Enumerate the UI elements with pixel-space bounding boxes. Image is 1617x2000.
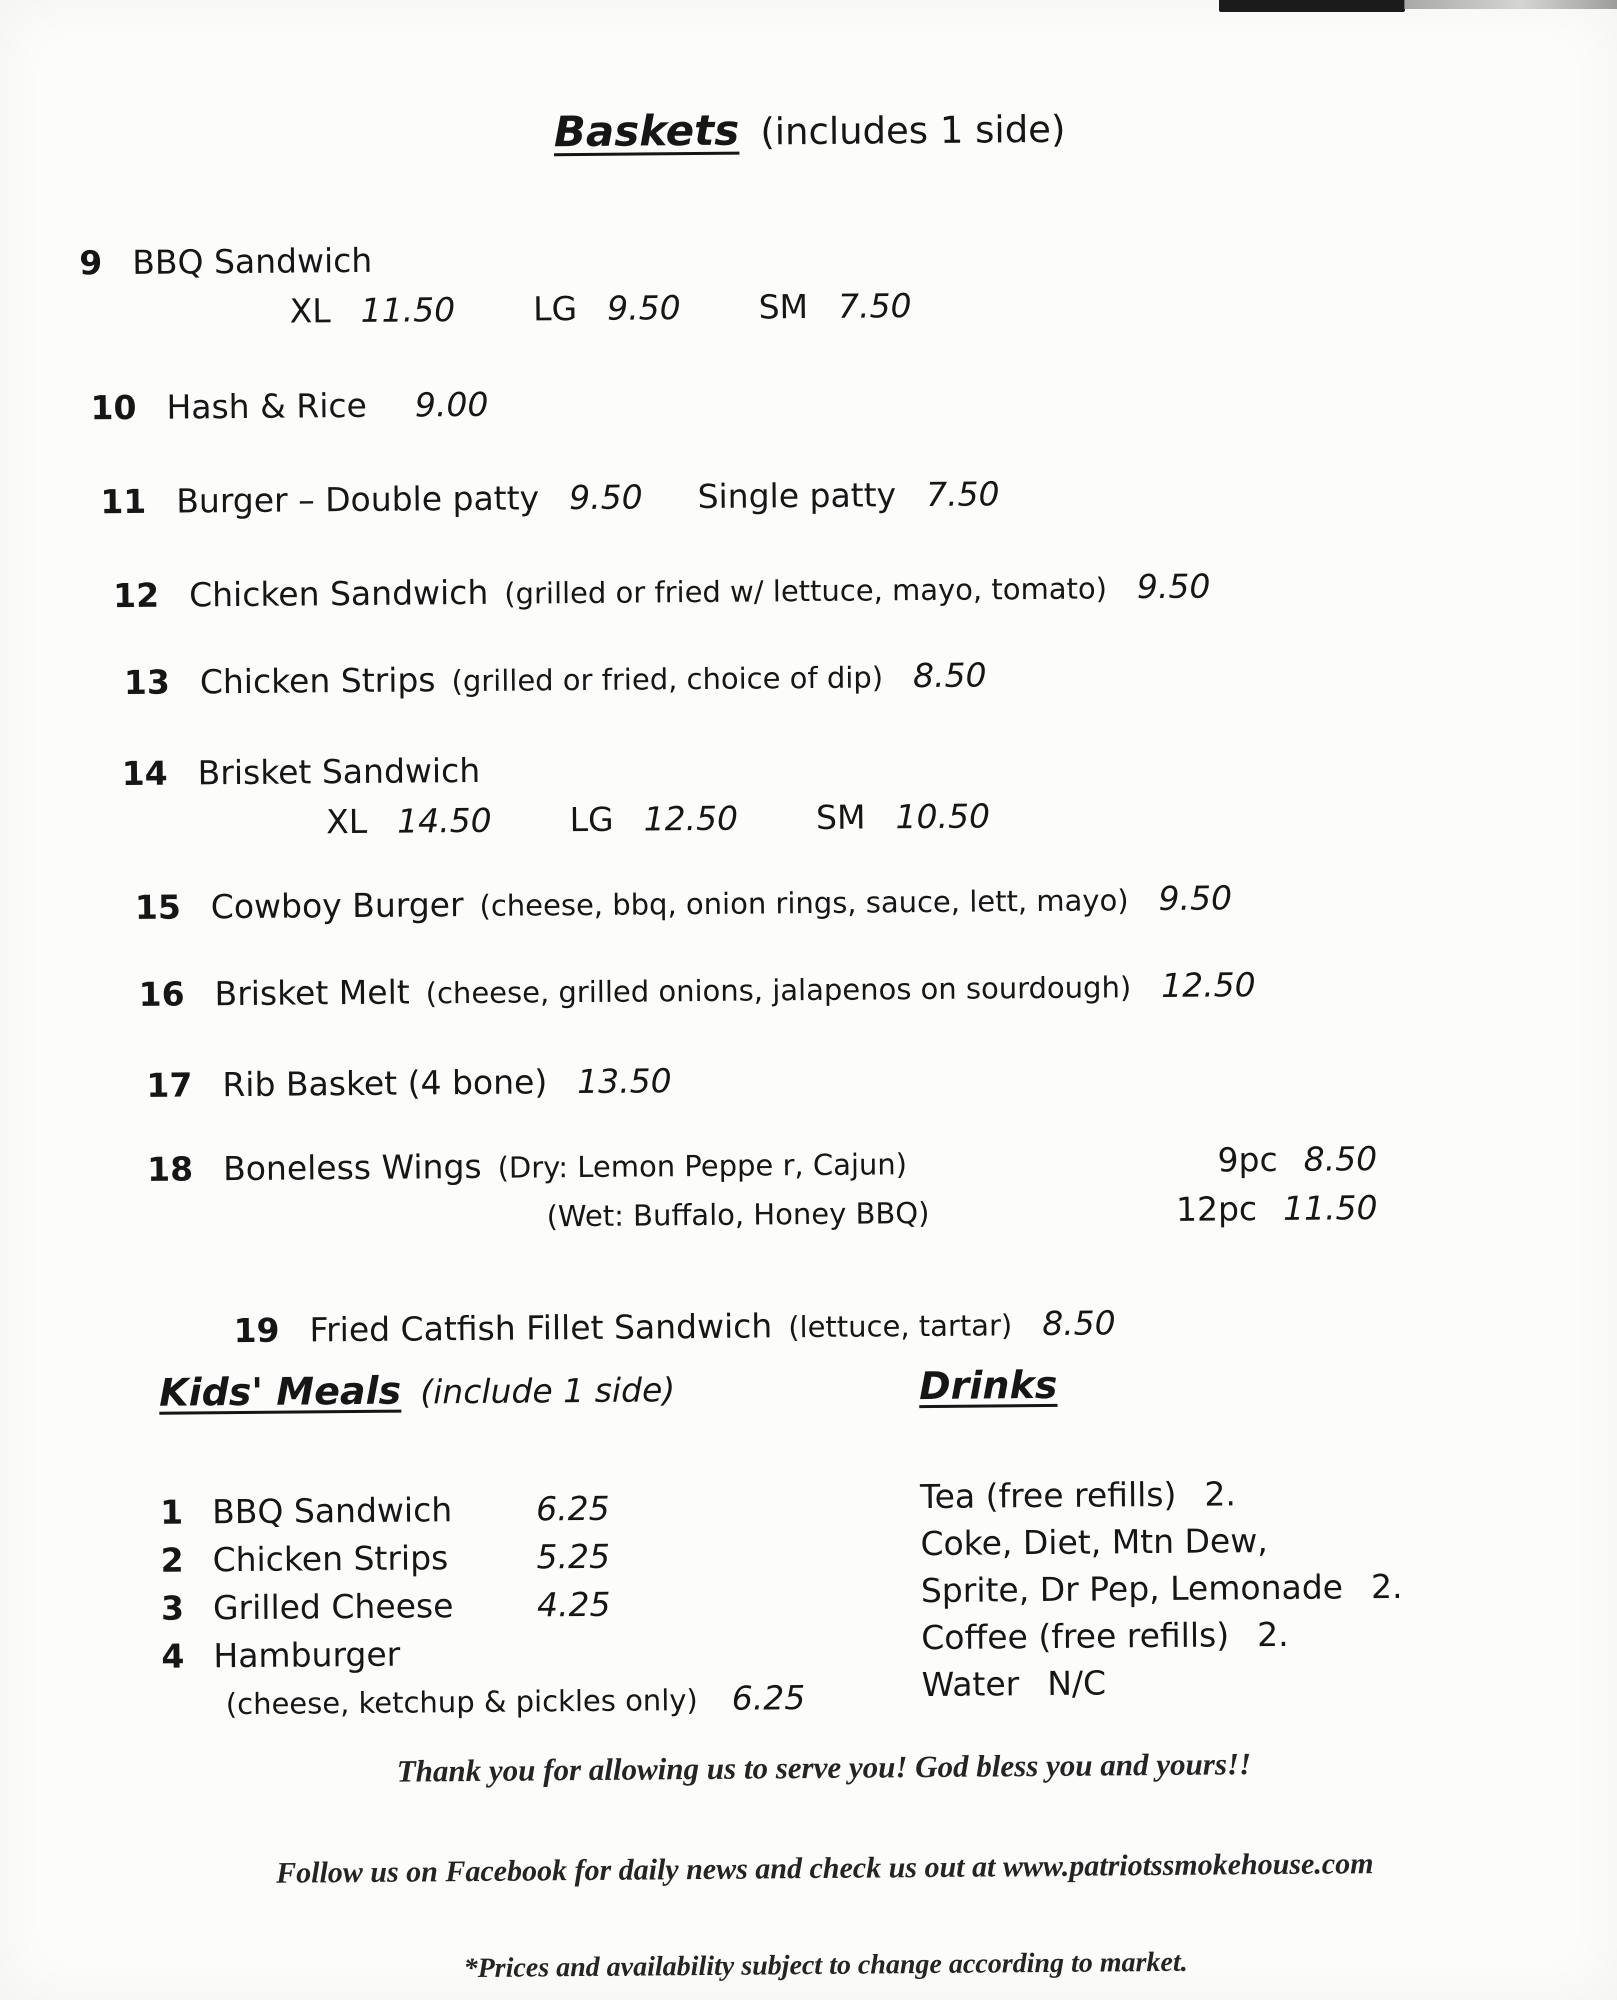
size-price: 11.50 [360, 290, 456, 330]
drink-line [921, 1561, 1591, 1614]
item-description: (grilled or fried w/ lettuce, mayo, tomato) [504, 571, 1108, 611]
thank-you-message: Thank you for allowing us to serve you! God bless you and yours!! [396, 1746, 1252, 1789]
item-name: Fried Catfish Fillet Sandwich [309, 1306, 773, 1350]
baskets-heading-note: (includes 1 side) [760, 107, 1066, 154]
drink-text: Sprite, Dr Pep, Lemonade [920, 1567, 1344, 1611]
size-price: 7.50 [837, 286, 912, 326]
menu-item-sizes [7, 788, 1617, 848]
item-price: 9.50 [568, 477, 643, 518]
drink-line [921, 1655, 1591, 1708]
item-name: Hash & Rice [166, 385, 368, 427]
item-price: 12.50 [1161, 965, 1256, 1005]
item-number: 18 [147, 1149, 194, 1189]
menu-item-row [7, 738, 1617, 798]
item-number: 12 [113, 575, 160, 616]
bottom-sections [159, 1358, 1592, 1722]
item-price: 11.50 [1282, 1188, 1378, 1228]
item-description: (grilled or fried, choice of dip) [451, 660, 884, 699]
size-label: LG [532, 289, 578, 329]
item-number: 2 [160, 1540, 184, 1580]
menu-item-row [4, 466, 1617, 526]
size-option [289, 287, 455, 334]
item-name: Hamburger [213, 1634, 401, 1676]
kids-item-row [161, 1579, 921, 1632]
drink-line [921, 1608, 1591, 1661]
item-number: 11 [100, 481, 147, 522]
drink-text: Water [921, 1664, 1020, 1705]
size-price: 10.50 [895, 796, 991, 837]
item-name: Chicken Strips [199, 660, 436, 702]
item-number: 16 [138, 974, 185, 1014]
item-number: 10 [90, 387, 137, 428]
item-number: 9 [79, 243, 103, 283]
kids-meals-heading-note: (include 1 side) [420, 1370, 676, 1412]
item-number: 14 [121, 753, 168, 794]
item-price: 8.50 [912, 655, 987, 696]
drink-text: Coffee (free refills) [921, 1615, 1230, 1658]
item-price: 13.50 [577, 1061, 672, 1102]
menu-item-row [3, 372, 1617, 432]
item-name: Rib Basket (4 bone) [222, 1062, 548, 1105]
size-option [533, 285, 681, 332]
price-disclaimer: *Prices and availability subject to change according to market. [463, 1946, 1188, 1985]
baskets-heading-row [1, 98, 1617, 161]
size-label: XL [289, 291, 331, 331]
drinks-heading-row [919, 1358, 1589, 1408]
kids-meals-section [159, 1364, 922, 1723]
item-variant-price: 7.50 [925, 474, 1000, 514]
size-price: 12.50 [643, 798, 739, 839]
item-name: Brisket Sandwich [197, 750, 481, 793]
portion-label: 9pc [1217, 1139, 1278, 1180]
drink-price: 2. [1204, 1474, 1237, 1514]
item-name: Chicken Strips [212, 1538, 449, 1580]
drink-text: Coke, Diet, Mtn Dew, [920, 1521, 1268, 1564]
social-website-message: Follow us on Facebook for daily news and check us out at www.patriotssmokehouse.com [276, 1847, 1374, 1890]
item-price: 9.50 [1158, 878, 1233, 918]
drink-price: 2. [1256, 1614, 1289, 1655]
wings-price-9pc [1217, 1136, 1377, 1183]
menu-item-row [9, 1050, 1617, 1110]
kids-item-description-row [162, 1677, 922, 1723]
kids-item-row [161, 1627, 921, 1680]
item-price: 6.25 [731, 1678, 806, 1718]
item-name: Brisket Melt [214, 972, 410, 1014]
menu-item-sizes [3, 277, 1617, 337]
drink-text: Tea (free refills) [919, 1474, 1177, 1517]
size-label: SM [758, 287, 809, 327]
kids-item-row [160, 1483, 920, 1536]
item-price: 8.50 [1303, 1139, 1378, 1179]
size-option [569, 796, 738, 843]
size-option [758, 283, 911, 330]
menu-item-row [8, 872, 1617, 933]
drinks-section [919, 1358, 1592, 1716]
menu-item-row [2, 227, 1617, 287]
item-number: 13 [123, 662, 171, 702]
item-name: BBQ Sandwich [211, 1490, 453, 1532]
item-name: Cowboy Burger [210, 885, 464, 927]
item-description: (Dry: Lemon Peppe r, Cajun) [497, 1147, 908, 1185]
menu-item-row [6, 647, 1617, 708]
portion-label: 12pc [1175, 1189, 1258, 1229]
item-number: 3 [160, 1588, 185, 1628]
item-number: 19 [233, 1310, 280, 1351]
wings-price-12pc [1176, 1185, 1378, 1233]
kids-heading-row [159, 1364, 919, 1415]
item-price: 9.50 [1136, 566, 1211, 607]
drink-line [920, 1514, 1590, 1567]
item-number: 17 [146, 1065, 193, 1105]
kids-meals-heading: Kids' Meals [158, 1368, 402, 1415]
item-name: Grilled Cheese [212, 1586, 454, 1628]
item-description: (cheese, bbq, onion rings, sauce, lett, mayo) [479, 883, 1129, 923]
item-name: Chicken Sandwich [188, 572, 489, 615]
size-price: 9.50 [606, 288, 681, 328]
item-description: (cheese, ketchup & pickles only) [225, 1683, 698, 1722]
item-price: 8.50 [1042, 1303, 1116, 1344]
size-option [326, 798, 492, 845]
kids-item-row [160, 1531, 920, 1584]
drinks-heading: Drinks [918, 1362, 1058, 1409]
drink-price: N/C [1047, 1663, 1107, 1703]
item-description: (Wet: Buffalo, Honey BBQ) [546, 1195, 930, 1234]
menu-item-row [8, 959, 1617, 1020]
item-name: BBQ Sandwich [132, 240, 373, 282]
drink-line [920, 1467, 1590, 1520]
item-name: Boneless Wings [222, 1146, 482, 1189]
size-label: SM [815, 797, 866, 837]
size-label: XL [325, 801, 368, 842]
item-number: 15 [134, 887, 181, 927]
size-option [816, 793, 990, 841]
baskets-heading: Baskets [553, 105, 740, 157]
item-number: 4 [161, 1636, 185, 1676]
item-variant: Single patty [697, 475, 897, 516]
size-label: LG [569, 799, 614, 840]
item-name: Burger – Double patty [176, 478, 540, 521]
item-description: (lettuce, tartar) [788, 1308, 1013, 1345]
size-price: 14.50 [396, 800, 492, 841]
item-description: (cheese, grilled onions, jalapenos on sourdough) [425, 970, 1132, 1011]
baskets-section [1, 98, 1617, 1357]
item-price: 9.00 [414, 384, 489, 425]
drink-price: 2. [1370, 1566, 1403, 1607]
item-price: 4.25 [536, 1584, 611, 1625]
item-number: 1 [160, 1492, 184, 1532]
menu-item-row [5, 560, 1617, 621]
item-price: 6.25 [535, 1488, 610, 1529]
item-price: 5.25 [536, 1536, 611, 1577]
menu-item-row [11, 1296, 1617, 1357]
